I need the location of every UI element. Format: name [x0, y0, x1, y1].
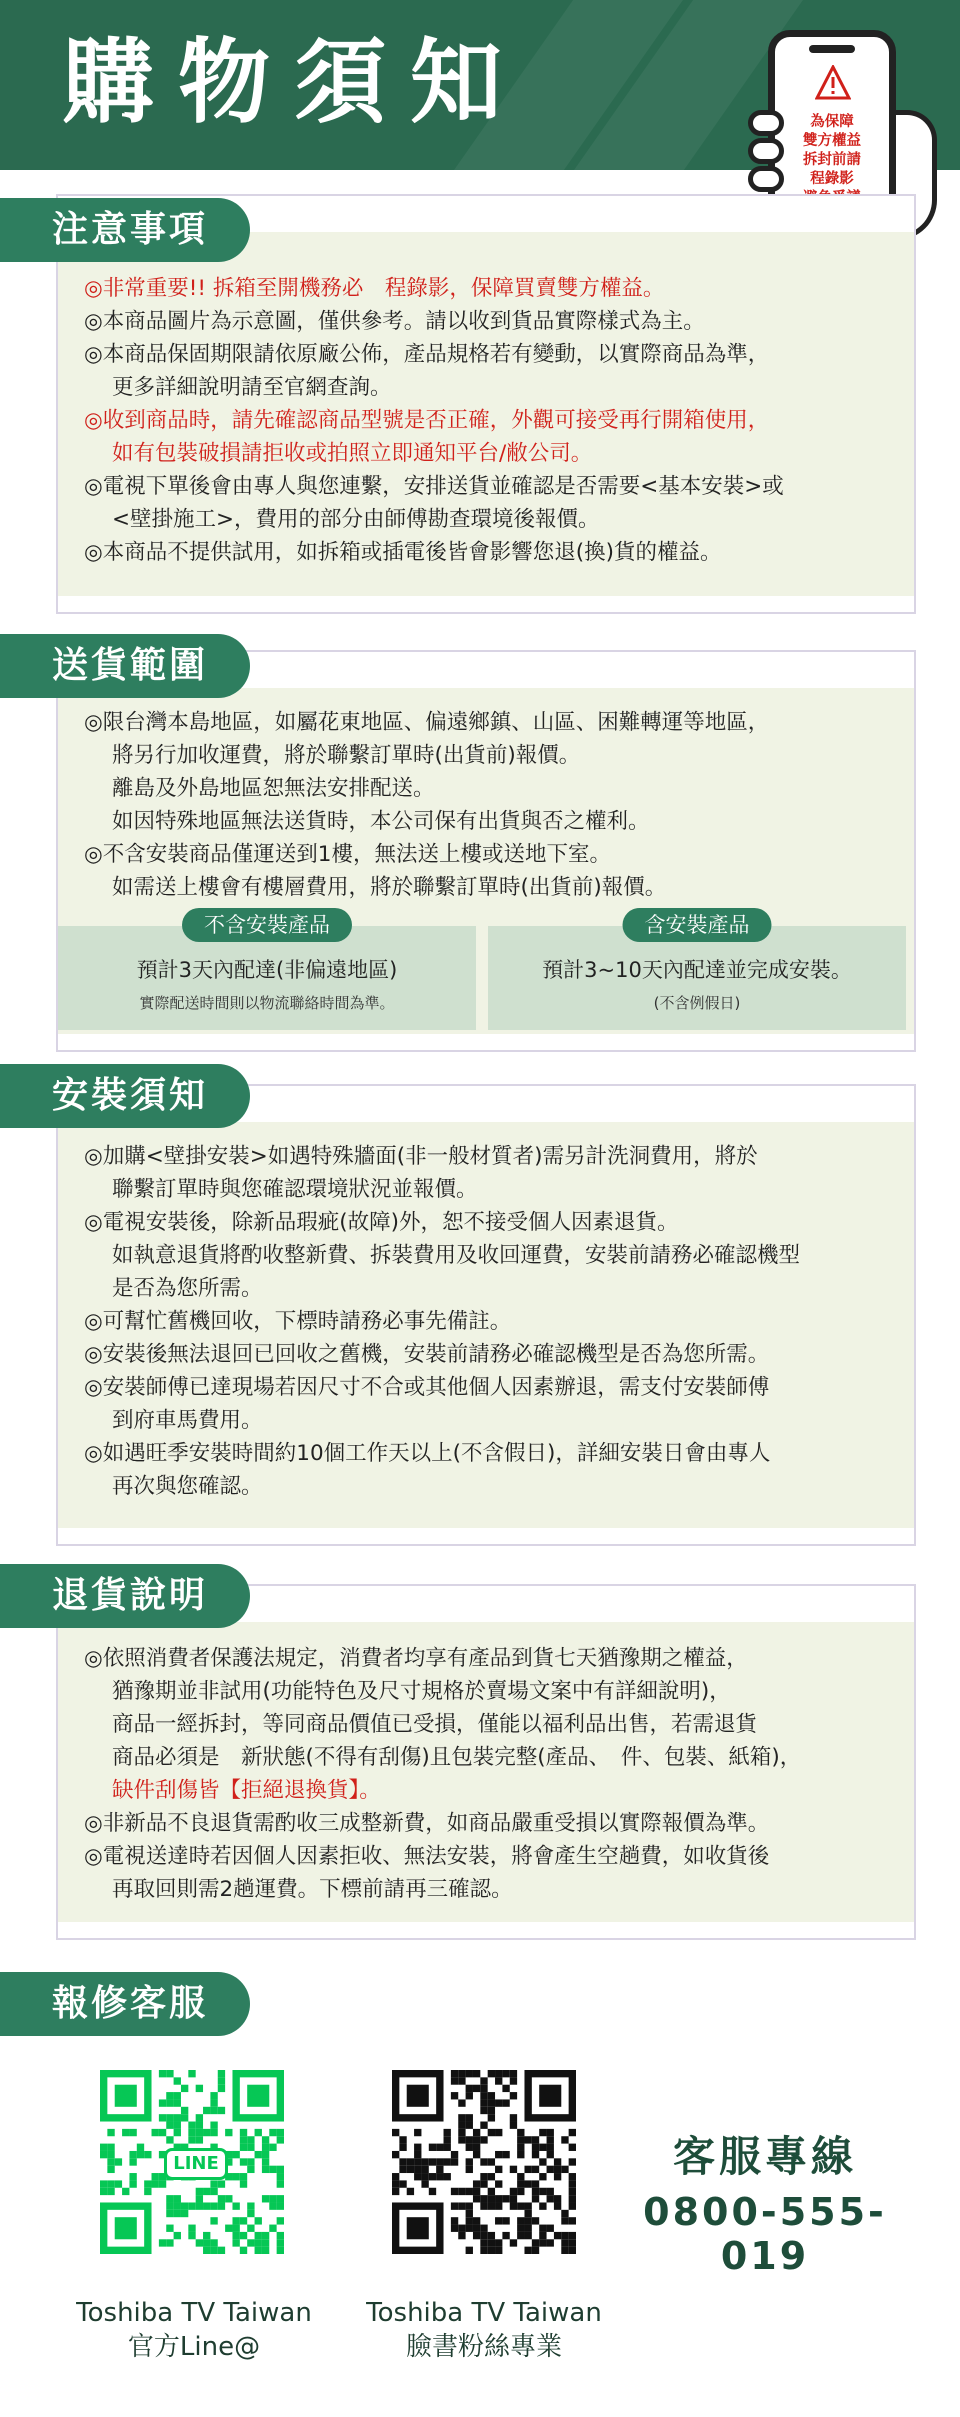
phone-notch — [809, 45, 855, 53]
delivery-list — [84, 706, 946, 904]
notice-line: ◎本商品保固期限請依原廠公佈，產品規格若有變動，以實際商品為準， — [84, 342, 770, 367]
notice-list — [84, 272, 946, 569]
no-install-note: 實際配送時間則以物流聯絡時間為準。 — [139, 994, 395, 1012]
phone-note-line: 雙方權益 — [803, 133, 861, 149]
line-caption-name: Toshiba TV Taiwan — [76, 2298, 312, 2328]
delivery-line: 將另行加收運費，將於聯繫訂單時(出貨前)報價。 — [112, 743, 581, 768]
notice-line: ◎本商品不提供試用，如拆箱或插電後皆會影響您退(換)貨的權益。 — [84, 540, 722, 565]
returns-line: 商品一經拆封，等同商品價值已受損，僅能以福利品出售，若需退貨 — [112, 1712, 758, 1737]
notice-line: ◎非常重要!! 拆箱至開機務必 程錄影，保障買賣雙方權益。 — [84, 276, 665, 301]
fb-caption-name: Toshiba TV Taiwan — [366, 2298, 602, 2328]
returns-list — [84, 1642, 946, 1906]
install-line: 聯繫訂單時與您確認環境狀況並報價。 — [112, 1177, 478, 1202]
install-line: ◎安裝後無法退回已回收之舊機，安裝前請務必確認機型是否為您所需。 — [84, 1342, 770, 1367]
service-heading: 報修客服 — [0, 1972, 250, 2036]
delivery-heading: 送貨範圍 — [0, 634, 250, 698]
returns-line: ◎依照消費者保護法規定，消費者均享有產品到貨七天猶豫期之權益， — [84, 1646, 748, 1671]
hotline-number[interactable]: 0800-555-019 — [643, 2190, 887, 2278]
install-line: 如執意退貨將酌收整新費、拆裝費用及收回運費，安裝前請務必確認機型 — [112, 1243, 801, 1268]
facebook-qr-code[interactable] — [392, 2070, 576, 2254]
returns-line: 猶豫期並非試用(功能特色及尺寸規格於賣場文案中有詳細說明)， — [112, 1679, 731, 1704]
returns-line: ◎電視送達時若因個人因素拒收、無法安裝，將會產生空趟費，如收貨後 — [84, 1844, 770, 1869]
with-install-box — [488, 913, 906, 1030]
delivery-line: 如需送上樓會有樓層費用，將於聯繫訂單時(出貨前)報價。 — [112, 875, 667, 900]
returns-line: ◎非新品不良退貨需酌收三成整新費，如商品嚴重受損以實際報價為準。 — [84, 1811, 770, 1836]
notice-line: ◎收到商品時，請先確認商品型號是否正確，外觀可接受再行開箱使用， — [84, 408, 770, 433]
notice-line: ◎電視下單後會由專人與您連繫，安排送貨並確認是否需要<基本安裝>或 — [84, 474, 784, 499]
no-install-eta: 預計3天內配達(非偏遠地區) — [136, 958, 398, 982]
phone-note-line: 為保障 — [810, 114, 854, 130]
with-install-label: 含安裝產品 — [623, 908, 772, 942]
no-install-label: 不含安裝產品 — [182, 908, 352, 942]
fb-caption-sub: 臉書粉絲專業 — [405, 2332, 562, 2362]
install-line: ◎如遇旺季安裝時間約10個工作天以上(不含假日)，詳細安裝日會由專人 — [84, 1441, 771, 1466]
line-logo-badge: LINE — [164, 2148, 228, 2180]
install-line: 再次與您確認。 — [112, 1474, 263, 1499]
delivery-line: ◎限台灣本島地區，如屬花東地區、偏遠鄉鎮、山區、困難轉運等地區， — [84, 710, 770, 735]
with-install-eta: 預計3~10天內配達並完成安裝。 — [542, 958, 852, 982]
notice-line: 更多詳細說明請至官網查詢。 — [112, 375, 392, 400]
returns-line: 商品必須是 新狀態(不得有刮傷)且包裝完整(產品、 件、包裝、紙箱)， — [112, 1745, 802, 1770]
delivery-line: 如因特殊地區無法送貨時，本公司保有出貨與否之權利。 — [112, 809, 650, 834]
install-list — [84, 1140, 946, 1503]
install-line: 到府車馬費用。 — [112, 1408, 263, 1433]
no-install-box — [58, 913, 476, 1030]
returns-heading: 退貨說明 — [0, 1564, 250, 1628]
delivery-line: 離島及外島地區恕無法安排配送。 — [112, 776, 435, 801]
line-caption-sub: 官方Line@ — [127, 2332, 261, 2362]
delivery-line: ◎不含安裝商品僅運送到1樓，無法送上樓或送地下室。 — [84, 842, 611, 867]
install-heading: 安裝須知 — [0, 1064, 250, 1128]
install-line: ◎加購<壁掛安裝>如遇特殊牆面(非一般材質者)需另計洗洞費用，將於 — [84, 1144, 758, 1169]
install-line: ◎可幫忙舊機回收，下標時請務必事先備註。 — [84, 1309, 512, 1334]
notice-heading: 注意事項 — [0, 198, 250, 262]
warning-icon — [815, 65, 851, 101]
fb-caption — [354, 2296, 614, 2364]
page-title: 購物須知 — [62, 29, 527, 136]
phone-note-line: 程錄影 — [810, 171, 854, 187]
phone-note-line: 拆封前請 — [803, 152, 861, 168]
line-caption — [64, 2296, 324, 2364]
install-line: ◎電視安裝後，除新品瑕疵(故障)外，恕不接受個人因素退貨。 — [84, 1210, 679, 1235]
hotline-label: 客服專線 — [672, 2132, 857, 2181]
returns-line: 再取回則需2趟運費。下標前請再三確認。 — [112, 1877, 513, 1902]
with-install-note: (不含例假日) — [653, 994, 741, 1012]
install-line: 是否為您所需。 — [112, 1276, 263, 1301]
returns-line: 缺件刮傷皆【拒絕退換貨】。 — [112, 1778, 381, 1803]
install-line: ◎安裝師傅已達現場若因尺寸不合或其他個人因素辦退，需支付安裝師傅 — [84, 1375, 770, 1400]
notice-line: <壁掛施工>，費用的部分由師傅勘查環境後報價。 — [112, 507, 600, 532]
notice-line: ◎本商品圖片為示意圖，僅供參考。請以收到貨品實際樣式為主。 — [84, 309, 705, 334]
notice-line: 如有包裝破損請拒收或拍照立即通知平台/敝公司。 — [112, 441, 593, 466]
